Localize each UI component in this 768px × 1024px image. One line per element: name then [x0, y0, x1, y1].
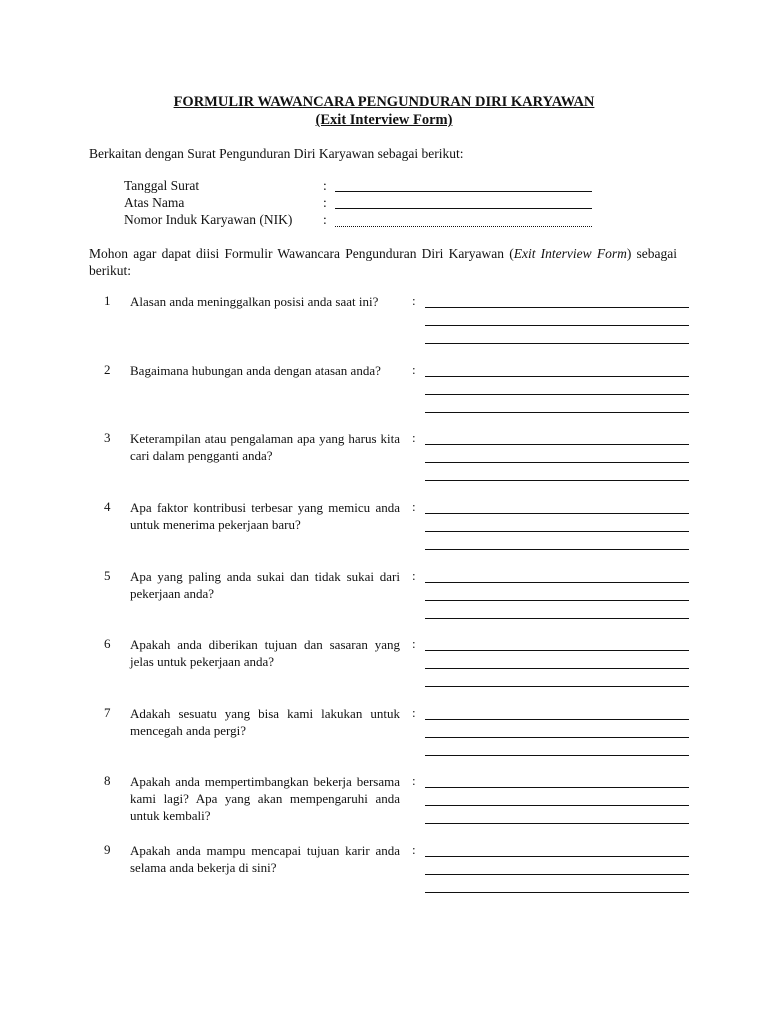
answer-line[interactable] [425, 737, 689, 738]
answer-line[interactable] [425, 444, 689, 445]
answer-colon: : [412, 773, 416, 788]
request-text-after: ) sebagai berikut: [89, 246, 677, 278]
question-number: 7 [104, 705, 111, 720]
question-text: Bagaimana hubungan anda dengan atasan anda? [130, 363, 381, 378]
question-text: Apakah anda diberikan tujuan dan sasaran yang jelas untuk pekerjaan anda? [130, 637, 400, 669]
request-paragraph [89, 245, 677, 279]
field-atas-nama [124, 195, 594, 213]
answer-line[interactable] [425, 394, 689, 395]
question-number: 2 [104, 362, 111, 377]
answer-line[interactable] [425, 412, 689, 413]
answer-colon: : [412, 362, 416, 377]
answer-colon: : [412, 705, 416, 720]
answer-colon: : [412, 568, 416, 583]
question-text: Apa faktor kontribusi terbesar yang memicu anda untuk menerima pekerjaan baru? [130, 500, 400, 532]
question-number: 1 [104, 293, 111, 308]
field-colon: : [323, 178, 327, 193]
question-row [0, 636, 768, 696]
question-row [0, 430, 768, 490]
answer-line[interactable] [425, 755, 689, 756]
question-number: 5 [104, 568, 111, 583]
answer-colon: : [412, 499, 416, 514]
answer-line[interactable] [425, 513, 689, 514]
request-text-italic: Exit Interview Form [513, 246, 627, 261]
field-label: Tanggal Surat [124, 178, 200, 193]
question-row [0, 842, 768, 902]
answer-line[interactable] [425, 874, 689, 875]
question-number: 6 [104, 636, 111, 651]
nik-input-line[interactable] [335, 226, 592, 227]
answer-line[interactable] [425, 462, 689, 463]
answer-line[interactable] [425, 668, 689, 669]
field-colon: : [323, 212, 327, 227]
answer-line[interactable] [425, 600, 689, 601]
question-row [0, 499, 768, 559]
form-title: FORMULIR WAWANCARA PENGUNDURAN DIRI KARYAWAN [173, 94, 595, 110]
answer-line[interactable] [425, 376, 689, 377]
intro-text: Berkaitan dengan Surat Pengunduran Diri Karyawan sebagai berikut: [89, 146, 464, 161]
field-colon: : [323, 195, 327, 210]
atas-nama-input-line[interactable] [335, 208, 592, 209]
answer-line[interactable] [425, 531, 689, 532]
question-number: 3 [104, 430, 111, 445]
question-text: Apakah anda mampu mencapai tujuan karir anda selama anda bekerja di sini? [130, 843, 400, 875]
field-tanggal-surat [124, 178, 594, 196]
answer-line[interactable] [425, 618, 689, 619]
answer-line[interactable] [425, 686, 689, 687]
answer-colon: : [412, 636, 416, 651]
question-number: 8 [104, 773, 111, 788]
question-row [0, 293, 768, 353]
question-text: Keterampilan atau pengalaman apa yang harus kita cari dalam pengganti anda? [130, 431, 400, 463]
answer-line[interactable] [425, 892, 689, 893]
question-text: Alasan anda meninggalkan posisi anda saat ini? [130, 294, 379, 309]
question-row [0, 773, 768, 833]
answer-line[interactable] [425, 582, 689, 583]
question-row [0, 362, 768, 422]
answer-line[interactable] [425, 343, 689, 344]
field-label: Nomor Induk Karyawan (NIK) [124, 212, 293, 227]
answer-line[interactable] [425, 549, 689, 550]
question-row [0, 568, 768, 628]
request-text-before: Mohon agar dapat diisi Formulir Wawancara Pengunduran Diri Karyawan ( [89, 246, 514, 261]
answer-line[interactable] [425, 307, 689, 308]
question-number: 4 [104, 499, 111, 514]
answer-line[interactable] [425, 719, 689, 720]
field-nik [124, 212, 594, 230]
form-subtitle: (Exit Interview Form) [315, 112, 453, 128]
question-text: Apa yang paling anda sukai dan tidak sukai dari pekerjaan anda? [130, 569, 400, 601]
answer-line[interactable] [425, 480, 689, 481]
answer-line[interactable] [425, 325, 689, 326]
answer-line[interactable] [425, 787, 689, 788]
tanggal-surat-input-line[interactable] [335, 191, 592, 192]
field-label: Atas Nama [124, 195, 185, 210]
answer-line[interactable] [425, 805, 689, 806]
answer-line[interactable] [425, 823, 689, 824]
answer-colon: : [412, 293, 416, 308]
answer-colon: : [412, 430, 416, 445]
answer-colon: : [412, 842, 416, 857]
question-text: Adakah sesuatu yang bisa kami lakukan untuk mencegah anda pergi? [130, 706, 400, 738]
question-text: Apakah anda mempertimbangkan bekerja bersama kami lagi? Apa yang akan mempengaruhi anda untuk kembali? [130, 774, 400, 823]
question-number: 9 [104, 842, 111, 857]
question-row [0, 705, 768, 765]
answer-line[interactable] [425, 650, 689, 651]
answer-line[interactable] [425, 856, 689, 857]
